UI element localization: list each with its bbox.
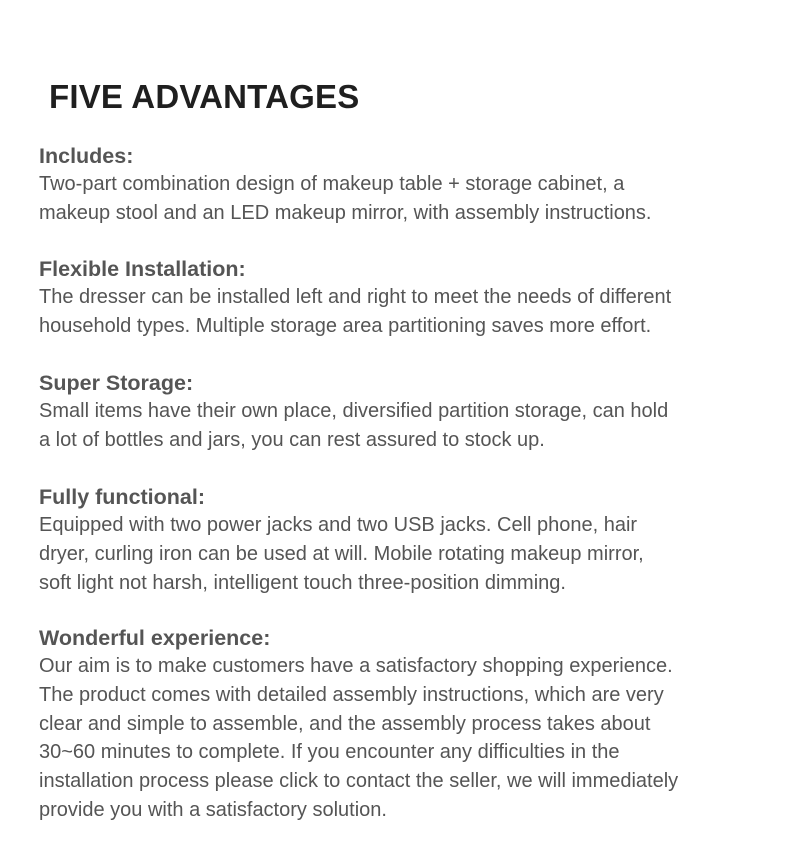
body-line: Two-part combination design of makeup table + storage cabinet, a bbox=[39, 173, 625, 195]
section-heading: Includes: bbox=[39, 144, 134, 168]
section-body bbox=[39, 652, 779, 825]
section-includes bbox=[39, 142, 779, 228]
section-flexible-installation bbox=[39, 255, 779, 341]
body-line: 30~60 minutes to complete. If you encounter any difficulties in the bbox=[39, 741, 620, 764]
section-body bbox=[39, 397, 779, 455]
section-heading: Super Storage: bbox=[39, 371, 194, 395]
section-body bbox=[39, 283, 779, 341]
body-line: Equipped with two power jacks and two USB jacks. Cell phone, hair bbox=[39, 514, 638, 536]
body-line: a lot of bottles and jars, you can rest assured to stock up. bbox=[39, 428, 545, 451]
section-body bbox=[39, 511, 779, 597]
body-line: dryer, curling iron can be used at will. Mobile rotating makeup mirror, bbox=[39, 542, 644, 565]
body-line: household types. Multiple storage area partitioning saves more effort. bbox=[39, 314, 652, 337]
body-line: Our aim is to make customers have a satisfactory shopping experience. bbox=[39, 655, 673, 677]
body-line: Small items have their own place, diversified partition storage, can hold bbox=[39, 400, 669, 422]
body-line: provide you with a satisfactory solution. bbox=[39, 798, 387, 821]
section-super-storage bbox=[39, 369, 779, 455]
section-wonderful-experience bbox=[39, 624, 779, 825]
body-line: clear and simple to assemble, and the assembly process takes about bbox=[39, 712, 651, 735]
body-line: The dresser can be installed left and right to meet the needs of different bbox=[39, 286, 672, 308]
section-fully-functional bbox=[39, 483, 779, 597]
section-heading: Wonderful experience: bbox=[39, 626, 271, 650]
section-heading: Flexible Installation: bbox=[39, 257, 246, 281]
section-heading: Fully functional: bbox=[39, 485, 206, 509]
body-line: makeup stool and an LED makeup mirror, with assembly instructions. bbox=[39, 201, 652, 224]
body-line: soft light not harsh, intelligent touch three-position dimming. bbox=[39, 571, 566, 594]
page-title: FIVE ADVANTAGES bbox=[49, 78, 360, 115]
section-body bbox=[39, 170, 779, 228]
body-line: The product comes with detailed assembly instructions, which are very bbox=[39, 683, 664, 706]
body-line: installation process please click to contact the seller, we will immediately bbox=[39, 770, 679, 793]
